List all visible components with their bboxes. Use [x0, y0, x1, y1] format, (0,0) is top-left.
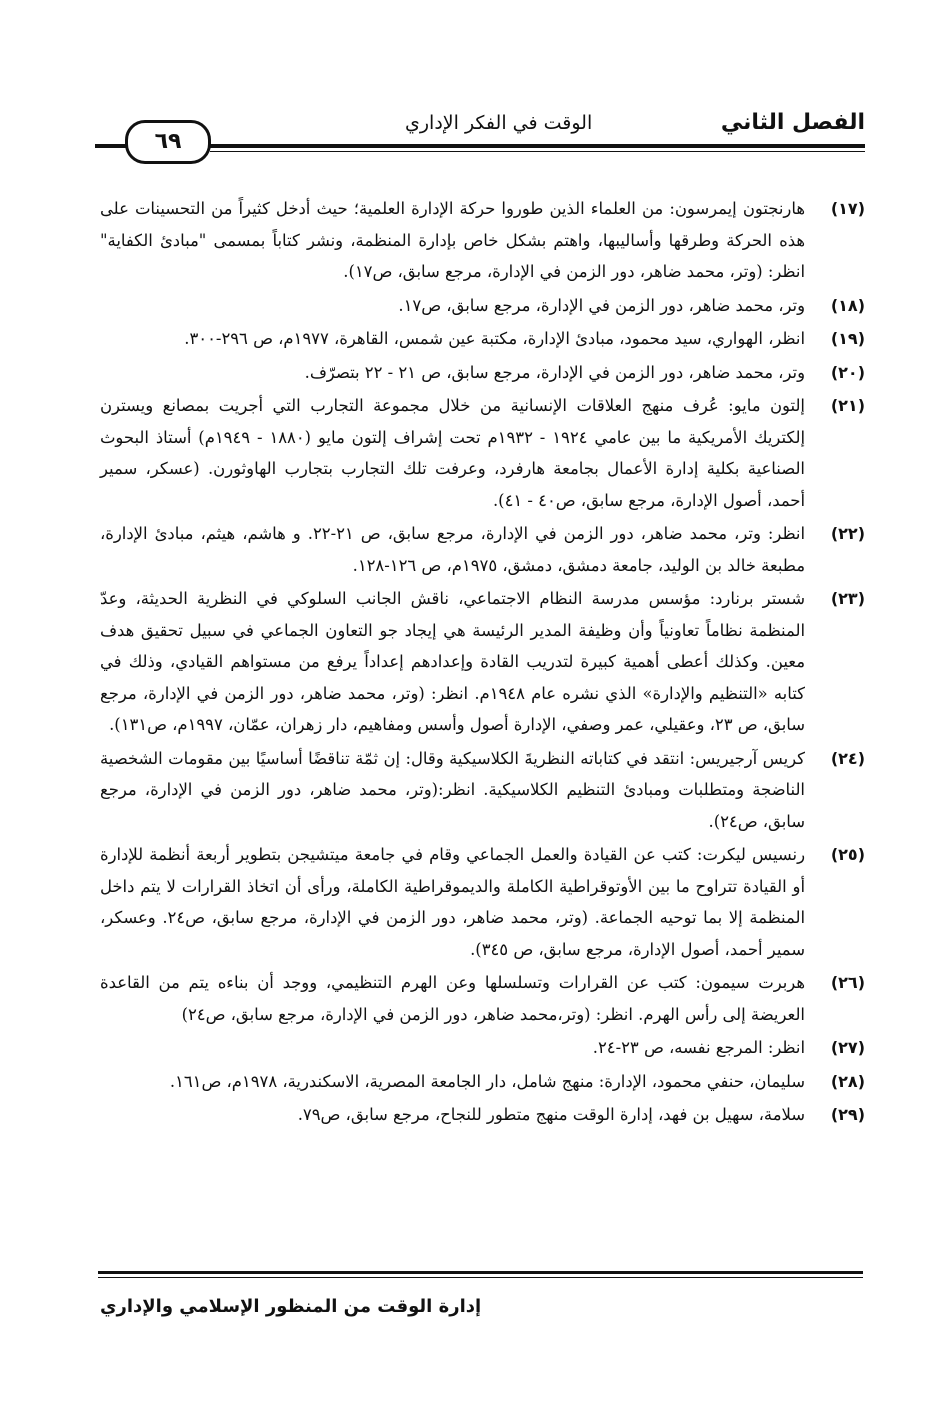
endnote-text: انظر: المرجع نفسه، ص ٢٣-٢٤. — [592, 1038, 805, 1057]
endnote — [100, 390, 865, 516]
endnote — [100, 743, 865, 838]
endnote-number: (١٧) — [830, 199, 865, 218]
endnote — [100, 357, 865, 389]
endnote — [100, 839, 865, 965]
endnote — [100, 1066, 865, 1098]
endnote-text: وتر، محمد ضاهر، دور الزمن في الإدارة، مرجع سابق، ص ٢١ - ٢٢ بتصرّف. — [304, 362, 805, 382]
endnote — [100, 1099, 865, 1131]
endnote-text: سليمان، حنفي محمود، الإدارة: منهج شامل، دار الجامعة المصرية، الاسكندرية، ١٩٧٨م، ص١٦١. — [169, 1071, 805, 1091]
page-header — [95, 100, 865, 160]
endnote-number: (٢٥) — [830, 845, 865, 864]
endnote-text: انظر، الهواري، سيد محمود، مبادئ الإدارة، مكتبة عين شمس، القاهرة، ١٩٧٧م، ص ٢٩٦-٣٠٠. — [184, 329, 805, 348]
endnote-text: شستر برنارد: مؤسس مدرسة النظام الاجتماعي، ناقش الجانب السلوكي في النظرية الحديثة، وعدّ المنظمة نظاماً تعاونياً وأن وظيفة المدير الرئيسة هي إيجاد جو التعاون الجماعي في سبيل تحقيق هدف معين. وكذلك أعطى أهمية كبيرة لتدريب القادة وإعدادهم إعداداً يرفع من مستواهم القيادي، وذلك في كتابه «التنظيم والإدارة» الذي نشره عام ١٩٤٨م. انظر: (وتر، محمد ضاهر، دور الزمن في الإدارة، مرجع سابق، ص ٢٣، وعقيلي، عمر وصفي، الإدارة أصول وأسس ومفاهيم، دار زهران، عمّان، ١٩٩٧م، ص١٣١). — [100, 589, 805, 734]
endnote — [100, 1032, 865, 1064]
endnote-text: إلتون مايو: عُرف منهج العلاقات الإنسانية من خلال مجموعة التجارب التي أجريت بمصانع ويسترن إلكتريك الأمريكية ما بين عامي ١٩٢٤ - ١٩٣٢م تحت إشراف إلتون مايو (١٨٨٠ - ١٩٤٩م) أستاذ البحوث الصناعية بكلية إدارة الأعمال بجامعة هارفرد، وعرفت تلك التجارب بتجارب الهاوثورن. (عسكر، سمير أحمد، أصول الإدارة، مرجع سابق، ص٤٠ - ٤١). — [100, 396, 805, 510]
endnote-number: (٢٤) — [830, 748, 865, 768]
page-number-badge: ٦٩ — [125, 120, 211, 164]
endnote-text: كريس آرجيريس: انتقد في كتاباته النظريةَ الكلاسيكية وقال: إن ثمّة تناقضًا أساسيًا بين مقومات الشخصية الناضجة ومتطلبات ومبادئ التنظيم الكلاسيكية. انظر:(وتر، محمد ضاهر، دور الزمن في الإدارة، مرجع سابق، ص٢٤). — [100, 748, 805, 831]
endnote-text: هربرت سيمون: كتب عن القرارات وتسلسلها وعن الهرم التنظيمي، ووجد أن بناءه يتم من القاعدة العريضة إلى رأس الهرم. انظر: (وتر،محمد ضاهر، دور الزمن في الإدارة، مرجع سابق، ص٢٤) — [100, 973, 805, 1024]
header-rule-left — [95, 144, 127, 148]
running-title: الوقت في الفكر الإداري — [405, 112, 593, 134]
endnote — [100, 193, 865, 288]
endnote — [100, 323, 865, 355]
endnote — [100, 518, 865, 581]
endnote-number: (١٩) — [830, 329, 865, 348]
footer-book-title: إدارة الوقت من المنظور الإسلامي والإداري — [100, 1296, 482, 1317]
endnote-text: رنسيس ليكرت: كتب عن القيادة والعمل الجماعي وقام في جامعة ميتشيجن بتطوير أربعة أنظمة للإدارة أو القيادة تتراوح ما بين الأوتوقراطية الكاملة والديموقراطية الكاملة، ورأى أن اتخاذ القرارات لا يتم داخل المنظمة إلا بما توحيه الجماعة. (وتر، محمد ضاهر، دور الزمن في الإدارة، مرجع سابق، ص٢٤. وعسكر، سمير أحمد، أصول الإدارة، مرجع سابق، ص ٣٤٥). — [100, 845, 806, 959]
endnote — [100, 967, 865, 1030]
endnote-text: هارنجتون إيمرسون: من العلماء الذين طوروا حركة الإدارة العلمية؛ حيث أدخل كثيراً من التحسينات على هذه الحركة وطرقها وأساليبها، واهتم بشكل خاص بإدارة المنظمة، ونشر كتاباً بمسمى "مبادئ الكفاية" انظر: (وتر، محمد ضاهر، دور الزمن في الإدارة، مرجع سابق، ص١٧). — [100, 199, 805, 281]
endnote-text: انظر: وتر، محمد ضاهر، دور الزمن في الإدارة، مرجع سابق، ص ٢١-٢٢. و هاشم، هيثم، مبادئ الإدارة، مطبعة خالد بن الوليد، جامعة دمشق، دمشق، ١٩٧٥م، ص ١٢٦-١٢٨. — [100, 524, 806, 575]
endnote-number: (٢٠) — [830, 362, 865, 382]
endnote-number: (١٨) — [830, 295, 865, 315]
footer-rule-thin — [98, 1277, 863, 1278]
header-rule-thick — [210, 144, 865, 148]
endnote-number: (٢٨) — [830, 1071, 865, 1091]
endnote-text: وتر، محمد ضاهر، دور الزمن في الإدارة، مرجع سابق، ص١٧. — [398, 295, 805, 315]
chapter-title: الفصل الثاني — [720, 110, 865, 135]
endnote — [100, 583, 865, 741]
endnote-text: سلامة، سهيل بن فهد، إدارة الوقت منهج متطور للنجاح، مرجع سابق، ص٧٩. — [297, 1105, 805, 1124]
endnotes-list — [100, 193, 865, 1133]
endnote-number: (٢٢) — [830, 524, 865, 543]
endnote-number: (٢٣) — [830, 589, 865, 608]
footer-rule-thick — [98, 1271, 863, 1274]
endnote-number: (٢١) — [830, 396, 865, 415]
endnote-number: (٢٦) — [830, 973, 865, 992]
endnote — [100, 290, 865, 322]
header-rule-thin — [210, 151, 865, 152]
endnote-number: (٢٩) — [830, 1105, 865, 1124]
endnote-number: (٢٧) — [830, 1038, 865, 1057]
